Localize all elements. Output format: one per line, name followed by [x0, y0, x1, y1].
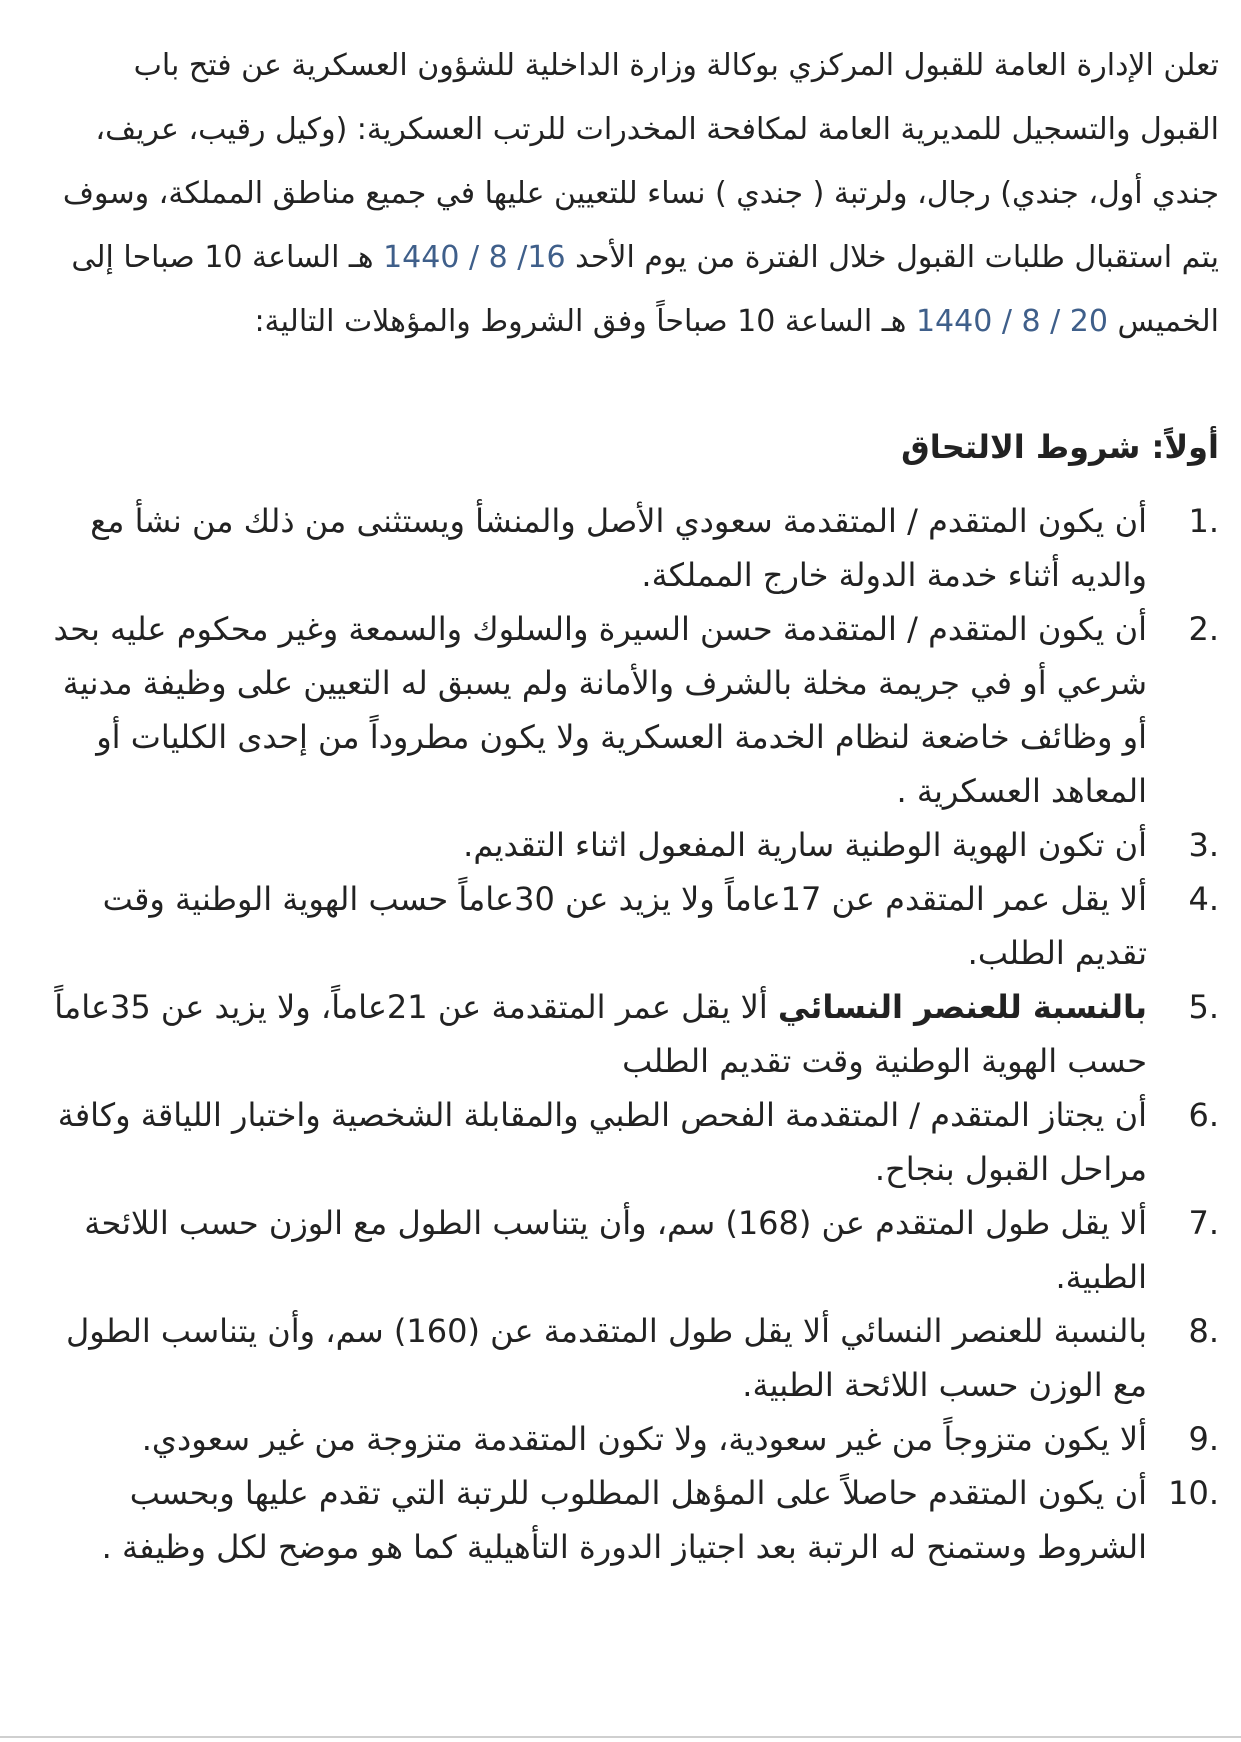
condition-number: 6.: [1188, 1096, 1219, 1134]
condition-text: ألا يقل عمر المتقدمة عن 21عاماً، ولا يزيد عن 35عاماً حسب الهوية الوطنية وقت تقديم الطلب: [54, 988, 1147, 1080]
condition-item-8: [48, 1304, 1219, 1412]
condition-number: 8.: [1188, 1312, 1219, 1350]
announcement-text-part2: هـ الساعة 10 صباحا إلى الخميس: [71, 240, 1219, 339]
condition-item-6: [48, 1088, 1219, 1196]
start-date: 16/ 8 / 1440: [383, 240, 566, 275]
condition-number: 2.: [1188, 610, 1219, 648]
condition-text: ألا يقل طول المتقدم عن (168) سم، وأن يتناسب الطول مع الوزن حسب اللائحة الطبية.: [84, 1204, 1147, 1296]
condition-item-2: [48, 602, 1219, 818]
condition-text: أن يكون المتقدم حاصلاً على المؤهل المطلوب للرتبة التي تقدم عليها وبحسب الشروط وستمنح له الرتبة بعد اجتياز الدورة التأهيلية كما هو موضح لكل وظيفة .: [101, 1474, 1147, 1566]
condition-number: 1.: [1188, 502, 1219, 540]
condition-text: أن يجتاز المتقدم / المتقدمة الفحص الطبي والمقابلة الشخصية واختبار اللياقة وكافة مراحل القبول بنجاح.: [57, 1096, 1147, 1188]
condition-item-3: [48, 818, 1219, 872]
condition-text: أن يكون المتقدم / المتقدمة سعودي الأصل والمنشأ ويستثنى من ذلك من نشأ مع والديه أثناء خدمة الدولة خارج المملكة.: [90, 502, 1147, 594]
announcement-paragraph: [48, 34, 1219, 354]
condition-text: ألا يكون متزوجاً من غير سعودية، ولا تكون المتقدمة متزوجة من غير سعودي.: [141, 1420, 1147, 1458]
condition-item-7: [48, 1196, 1219, 1304]
condition-item-4: [48, 872, 1219, 980]
condition-text: بالنسبة للعنصر النسائي ألا يقل طول المتقدمة عن (160) سم، وأن يتناسب الطول مع الوزن حسب اللائحة الطبية.: [66, 1312, 1147, 1404]
condition-text: أن تكون الهوية الوطنية سارية المفعول اثناء التقديم.: [463, 826, 1147, 864]
bottom-divider: [0, 1736, 1241, 1738]
condition-text: ألا يقل عمر المتقدم عن 17عاماً ولا يزيد عن 30عاماً حسب الهوية الوطنية وقت تقديم الطلب.: [102, 880, 1147, 972]
end-date: 20 / 8 / 1440: [915, 304, 1108, 339]
announcement-text-part3: هـ الساعة 10 صباحاً وفق الشروط والمؤهلات التالية:: [254, 304, 916, 339]
condition-number: 10.: [1168, 1474, 1219, 1512]
condition-number: 9.: [1188, 1420, 1219, 1458]
condition-text: أن يكون المتقدم / المتقدمة حسن السيرة والسلوك والسمعة وغير محكوم عليه بحد شرعي أو في جريمة مخلة بالشرف والأمانة ولم يسبق له التعيين على وظيفة مدنية أو وظائف خاضعة لنظام الخدمة العسكرية ولا يكون مطروداً من إحدى الكليات أو المعاهد العسكرية .: [53, 610, 1147, 810]
announcement-text-part1: تعلن الإدارة العامة للقبول المركزي بوكالة وزارة الداخلية للشؤون العسكرية عن فتح باب القبول والتسجيل للمديرية العامة لمكافحة المخدرات للرتب العسكرية: (وكيل رقيب، عريف، جندي أول، جندي) رجال، ولرتبة ( جندي ) نساء للتعيين عليها في جميع مناطق المملكة، وسوف يتم استقبال طلبات القبول خلال الفترة من يوم الأحد: [62, 48, 1219, 275]
condition-item-10: [48, 1466, 1219, 1574]
condition-item-9: [48, 1412, 1219, 1466]
condition-item-1: [48, 494, 1219, 602]
condition-number: 4.: [1188, 880, 1219, 918]
section-heading: أولاً: شروط الالتحاق: [901, 428, 1219, 466]
condition-number: 7.: [1188, 1204, 1219, 1242]
condition-item-5: [48, 980, 1219, 1088]
conditions-list: [48, 494, 1219, 1574]
condition-bold-text: بالنسبة للعنصر النسائي: [777, 988, 1147, 1026]
condition-number: 3.: [1188, 826, 1219, 864]
condition-number: 5.: [1188, 988, 1219, 1026]
